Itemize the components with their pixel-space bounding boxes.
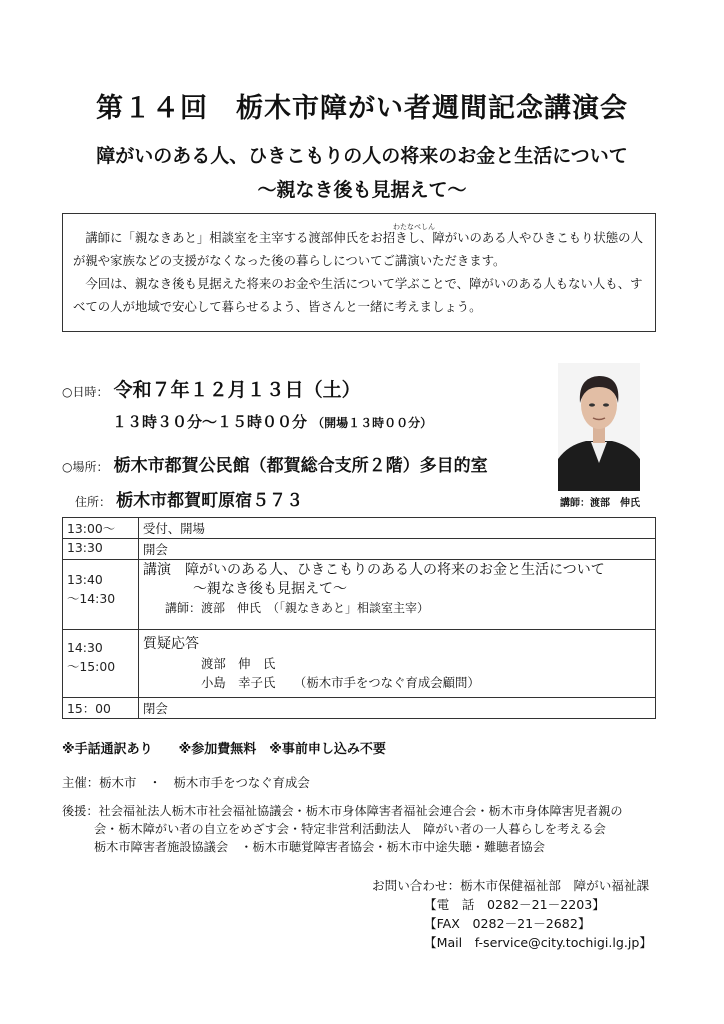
schedule-time-cell xyxy=(63,630,139,698)
lecturer-name-ruby: わたなべしん xyxy=(393,223,435,231)
table-row xyxy=(63,560,656,630)
intro-box xyxy=(62,213,656,332)
schedule-table xyxy=(62,517,656,719)
supporters-line: 栃木市障害者施設協議会 ・栃木市聴覚障害者協会・栃木市中途失聴・難聴者協会 xyxy=(94,840,545,854)
intro-paragraph-2: 今回は、親なき後も見据えた将来のお金や生活について学ぶことで、障がいのある人もない人も、すべての人が地域で安心して暮らせるよう、皆さんと一緒に考えましょう。 xyxy=(73,276,643,314)
contact-mail: 【Mail f-service@city.tochigi.lg.jp】 xyxy=(424,935,652,950)
lecture-subtitle: 障がいのある人、ひきこもりの人の将来のお金と生活について xyxy=(96,145,628,167)
schedule-time-cell xyxy=(63,560,139,630)
table-row xyxy=(63,518,656,539)
event-date: 令和７年１２月１３日（土） xyxy=(113,379,361,401)
schedule-time-start: 13:40 xyxy=(67,572,103,587)
address-label: 住所： xyxy=(75,495,112,509)
lecture-tagline: ～親なき後も見据えて～ xyxy=(193,581,347,597)
lecture-title: 講演 障がいのある人、ひきこもりのある人の将来のお金と生活について xyxy=(143,562,605,578)
place-label: ○場所： xyxy=(62,460,109,474)
supporters xyxy=(62,802,662,856)
event-time: １３時３０分～１５時００分 xyxy=(112,413,308,431)
event-venue: 栃木市都賀公民館（都賀総合支所２階）多目的室 xyxy=(113,456,488,476)
qa-speaker-2: 小島 幸子氏 （栃木市手をつなぐ育成会顧問） xyxy=(201,675,480,690)
place-row xyxy=(62,451,488,476)
contact-fax: 【FAX 0282－21－2682】 xyxy=(424,916,591,931)
schedule-lecture-cell xyxy=(139,560,656,630)
event-address: 栃木市都賀町原宿５７３ xyxy=(116,491,304,511)
contact-info xyxy=(372,876,652,952)
organizer: 主催：栃木市 ・ 栃木市手をつなぐ育成会 xyxy=(62,775,310,790)
schedule-item: 受付、開場 xyxy=(139,518,656,539)
schedule-time: 13:00～ xyxy=(63,518,139,539)
time-row xyxy=(112,411,432,432)
schedule-time: 13:30 xyxy=(63,539,139,560)
contact-department: お問い合わせ：栃木市保健福祉部 障がい福祉課 xyxy=(372,878,650,893)
supporters-line: 後援：社会福祉法人栃木市社会福祉協議会・栃木市身体障害者福祉会連合会・栃木市身体障害児者親の xyxy=(62,804,623,818)
schedule-time-end: ～14:30 xyxy=(67,591,116,606)
page-title: 第１４回 栃木市障がい者週間記念講演会 xyxy=(96,93,628,124)
schedule-time-start: 14:30 xyxy=(67,640,103,655)
lecture-subtitle-tagline: ～親なき後も見据えて～ xyxy=(257,179,467,201)
supporters-line: 会・栃木障がい者の自立をめざす会・特定非営利活動法人 障がい者の一人暮らしを考える会 xyxy=(94,822,606,836)
address-row xyxy=(75,486,303,511)
event-notes: ※手話通訳あり ※参加費無料 ※事前申し込み不要 xyxy=(62,742,386,757)
photo-caption: 講師：渡部 伸氏 xyxy=(560,498,640,509)
doors-open-note: （開場１３時００分） xyxy=(312,416,433,430)
qa-speaker-1: 渡部 伸 氏 xyxy=(201,656,276,671)
lecturer-info: 講師：渡部 伸氏 （「親なきあと」相談室主宰） xyxy=(165,601,430,615)
schedule-item: 閉会 xyxy=(139,698,656,719)
table-row xyxy=(63,630,656,698)
lecturer-photo xyxy=(558,363,640,491)
schedule-qa-cell xyxy=(139,630,656,698)
qa-title: 質疑応答 xyxy=(143,636,199,652)
date-row xyxy=(62,375,361,402)
contact-phone: 【電 話 0282－21－2203】 xyxy=(424,897,605,912)
table-row xyxy=(63,539,656,560)
schedule-time: 15：00 xyxy=(63,698,139,719)
schedule-item: 開会 xyxy=(139,539,656,560)
date-label: ○日時： xyxy=(62,385,109,399)
schedule-time-end: ～15:00 xyxy=(67,659,116,674)
table-row xyxy=(63,698,656,719)
intro-paragraph-1: 講師に「親なきあと」相談室を主宰する渡部伸氏をお招きし、障がいのある人やひきこもり状態の人が親や家族などの支援がなくなった後の暮らしについてご講演いただきます。 xyxy=(73,230,643,268)
